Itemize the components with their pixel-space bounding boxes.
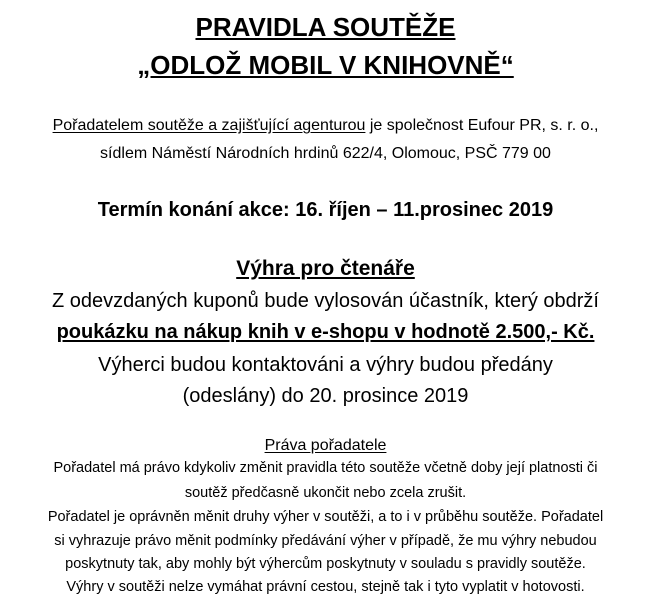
prize-heading: Výhra pro čtenáře xyxy=(236,257,415,280)
rights-line: soutěž předčasně ukončit nebo zcela zrušit. xyxy=(184,485,467,501)
organizer-address: sídlem Náměstí Národních hrdinů 622/4, Olomouc, PSČ 779 00 xyxy=(100,145,551,162)
rights-line: Pořadatel je oprávněn měnit druhy výher v soutěži, a to i v průběhu soutěže. Pořadatel xyxy=(47,509,604,525)
organizer-company: je společnost Eufour PR, s. r. o., xyxy=(365,117,599,134)
organizer-label: Pořadatelem soutěže a zajišťující agenturou xyxy=(52,117,366,134)
rights-line: si vyhrazuje právo měnit podmínky předávání výher v případě, že mu výhry nebudou xyxy=(54,533,597,549)
rights-heading: Práva pořadatele xyxy=(264,437,387,454)
rights-line: poskytnuty tak, aby mohly být výhercům poskytnuty v souladu s pravidly soutěže. xyxy=(65,556,586,572)
organizer-line-1 xyxy=(0,118,651,134)
page-title: PRAVIDLA SOUTĚŽE xyxy=(195,12,456,42)
prize-line-4: (odeslány) do 20. prosince 2019 xyxy=(182,385,469,407)
prize-line-1: Z odevzdaných kuponů bude vylosován účastník, který obdrží xyxy=(52,290,599,312)
rights-line: Pořadatel má právo kdykoliv změnit pravidla této soutěže včetně doby její platnosti či xyxy=(53,460,598,476)
prize-line-3: Výherci budou kontaktováni a výhry budou předány xyxy=(98,354,553,376)
contest-name: „ODLOŽ MOBIL V KNIHOVNĚ“ xyxy=(137,50,514,80)
prize-voucher: poukázku na nákup knih v e-shopu v hodnotě 2.500,- Kč. xyxy=(56,321,595,343)
rights-line: Výhry v soutěži nelze vymáhat právní cestou, stejně tak i tyto vyplatit v hotovosti. xyxy=(66,579,585,595)
event-term: Termín konání akce: 16. říjen – 11.prosinec 2019 xyxy=(97,199,554,221)
